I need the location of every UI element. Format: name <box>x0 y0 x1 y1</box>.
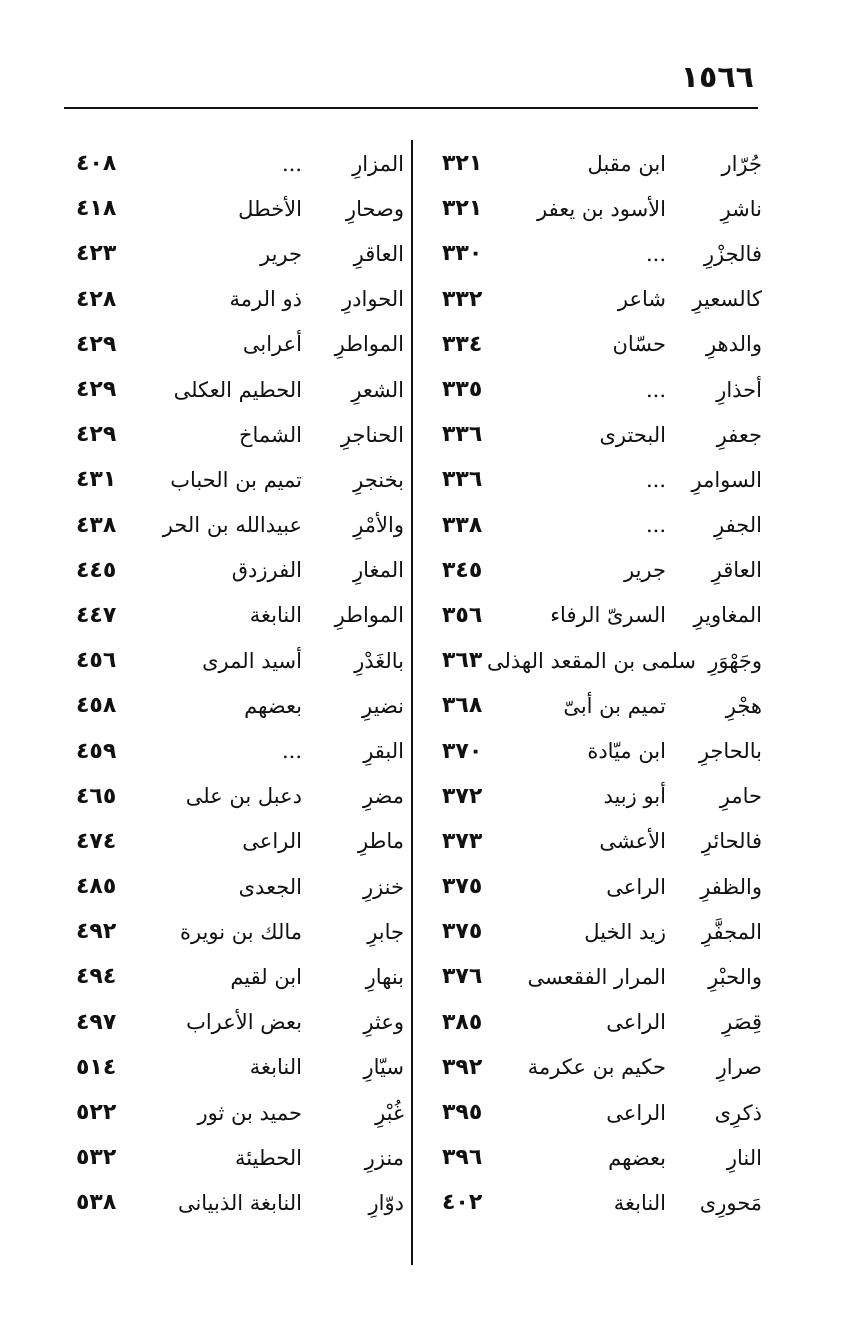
poet-name: البحترى <box>599 422 666 447</box>
rhyme-word: جُرّار <box>721 151 762 176</box>
index-row <box>420 457 762 502</box>
rhyme-word: كالسعيرِ <box>692 287 762 312</box>
index-row <box>64 819 404 864</box>
index-row <box>64 457 404 502</box>
index-row <box>420 1000 762 1045</box>
poet-name: ابن مقبل <box>587 151 666 176</box>
rhyme-word: غُبْرِ <box>375 1100 404 1125</box>
poet-name: ... <box>645 377 666 402</box>
index-row <box>420 548 762 593</box>
index-row <box>420 231 762 276</box>
index-row <box>64 1000 404 1045</box>
index-row <box>420 412 762 457</box>
page-ref: ٣٥٦ <box>442 602 483 628</box>
left-column <box>64 141 404 1271</box>
rhyme-word: المجفَّرِ <box>701 919 762 944</box>
poet-name: ابن ميّادة <box>587 739 666 764</box>
index-row <box>420 1045 762 1090</box>
poet-name: السرىّ الرفاء <box>550 603 666 628</box>
page-ref: ٥١٤ <box>76 1054 117 1080</box>
rhyme-word: المواطرِ <box>334 332 404 357</box>
poet-name: حميد بن ثور <box>197 1100 302 1125</box>
index-row <box>64 593 404 638</box>
rhyme-word: والأمْرِ <box>353 513 404 538</box>
page-ref: ٤٠٨ <box>76 151 117 177</box>
poet-name: النابغة الذبيانى <box>177 1190 302 1215</box>
rhyme-word: والحبْرِ <box>708 964 762 989</box>
rhyme-word: سيّارِ <box>363 1055 404 1080</box>
index-row <box>64 141 404 186</box>
index-row <box>64 638 404 683</box>
index-row <box>420 728 762 773</box>
page-ref: ٤٥٩ <box>76 738 117 764</box>
rhyme-word: حامرِ <box>719 784 762 809</box>
rhyme-word: ناشرِ <box>720 196 762 221</box>
page-ref: ٤١٨ <box>76 196 117 222</box>
poet-name: الراعى <box>242 829 302 854</box>
poet-name: شاعر <box>617 287 666 312</box>
index-row <box>64 503 404 548</box>
poet-name: ... <box>645 467 666 492</box>
index-row <box>420 683 762 728</box>
page-ref: ٥٣٢ <box>76 1145 117 1171</box>
index-row <box>64 954 404 999</box>
column-divider <box>411 140 413 1265</box>
page-ref: ٤٦٥ <box>76 783 117 809</box>
poet-name: بعضهم <box>244 693 302 718</box>
poet-name: حسّان <box>612 332 666 357</box>
poet-name: الراعى <box>606 874 666 899</box>
page-ref: ٣٧٣ <box>442 828 483 854</box>
page-ref: ٣٩٦ <box>442 1145 483 1171</box>
poet-name: ... <box>281 151 302 176</box>
rhyme-word: وصحارِ <box>345 196 404 221</box>
index-row <box>64 1090 404 1135</box>
page-ref: ٣٣٢ <box>442 286 483 312</box>
header-rule <box>64 107 758 109</box>
index-row <box>64 367 404 412</box>
page-ref: ٤٤٥ <box>76 557 117 583</box>
poet-name: أسيد المرى <box>202 648 302 673</box>
page-ref: ٣٣٦ <box>442 422 483 448</box>
poet-name: بعضهم <box>608 1145 666 1170</box>
page-ref: ٤٩٧ <box>76 1009 117 1035</box>
poet-name: ذو الرمة <box>229 287 302 312</box>
page-ref: ٣٣٠ <box>442 241 483 267</box>
index-row <box>64 864 404 909</box>
index-row <box>420 819 762 864</box>
page-ref: ٣٣٦ <box>442 467 483 493</box>
rhyme-word: بالغَدْرِ <box>354 648 404 673</box>
rhyme-word: والظفرِ <box>700 874 762 899</box>
poet-name: النابغة <box>249 1055 302 1080</box>
rhyme-word: النارِ <box>726 1145 762 1170</box>
poet-name: جرير <box>260 241 302 266</box>
poet-name: دعبل بن على <box>185 784 302 809</box>
index-row <box>420 141 762 186</box>
index-row <box>64 909 404 954</box>
rhyme-word: الشعرِ <box>351 377 404 402</box>
page-ref: ٣٣٥ <box>442 377 483 403</box>
rhyme-word: وعثرِ <box>363 1010 404 1035</box>
rhyme-word: ذكرِى <box>714 1100 762 1125</box>
rhyme-word: بخنجرِ <box>353 467 404 492</box>
page-ref: ٤٩٢ <box>76 919 117 945</box>
index-row <box>64 231 404 276</box>
page-ref: ٣٦٣ <box>442 648 483 674</box>
index-row <box>420 638 762 683</box>
page-ref: ٣٢١ <box>442 151 483 177</box>
page-ref: ٣٨٥ <box>442 1009 483 1035</box>
page-ref: ٤٢٨ <box>76 286 117 312</box>
rhyme-word: العاقرِ <box>711 558 762 583</box>
poet-name: النابغة <box>613 1190 666 1215</box>
index-row <box>420 1090 762 1135</box>
index-row <box>420 322 762 367</box>
poet-name: ... <box>645 513 666 538</box>
rhyme-word: السوامرِ <box>691 467 762 492</box>
page-ref: ٤٥٦ <box>76 648 117 674</box>
poet-name: الحطيئة <box>235 1145 302 1170</box>
poet-name: ... <box>281 739 302 764</box>
page-ref: ٤٢٩ <box>76 331 117 357</box>
poet-name: أعرابى <box>242 332 302 357</box>
page-ref: ٣٧٠ <box>442 738 483 764</box>
index-row <box>420 954 762 999</box>
poet-name: مالك بن نويرة <box>179 919 302 944</box>
poet-name: زيد الخيل <box>584 919 666 944</box>
page-ref: ٣٧٥ <box>442 919 483 945</box>
rhyme-word: صرارِ <box>716 1055 762 1080</box>
index-row <box>420 503 762 548</box>
page-ref: ٣٣٨ <box>442 512 483 538</box>
page-ref: ٣٧٦ <box>442 964 483 990</box>
page-ref: ٣٩٢ <box>442 1054 483 1080</box>
poet-name: الأسود بن يعفر <box>537 196 666 221</box>
right-column <box>420 141 762 1271</box>
rhyme-word: مضرِ <box>362 784 404 809</box>
rhyme-word: جعفرِ <box>716 422 762 447</box>
page-ref: ٤٥٨ <box>76 693 117 719</box>
index-row <box>420 367 762 412</box>
rhyme-word: الحوادرِ <box>342 287 404 312</box>
poet-name: ابن لقيم <box>230 964 302 989</box>
page-ref: ٣٦٨ <box>442 693 483 719</box>
rhyme-word: بالحاجرِ <box>698 739 762 764</box>
index-row <box>64 1045 404 1090</box>
index-row <box>64 322 404 367</box>
page-ref: ٣٧٢ <box>442 783 483 809</box>
page-ref: ٣٣٤ <box>442 331 483 357</box>
poet-name: حكيم بن عكرمة <box>527 1055 666 1080</box>
page-ref: ٤٢٣ <box>76 241 117 267</box>
page-ref: ٣٩٥ <box>442 1100 483 1126</box>
rhyme-word: هجْرِ <box>725 693 762 718</box>
poet-name: الحطيم العكلى <box>173 377 302 402</box>
poet-name: الشماخ <box>238 422 302 447</box>
index-row <box>420 277 762 322</box>
poet-name: تميم بن الحباب <box>170 467 302 492</box>
index-row <box>64 728 404 773</box>
page-ref: ٤٣١ <box>76 467 117 493</box>
index-row <box>420 774 762 819</box>
rhyme-word: وجَهْوَرِ <box>708 648 762 673</box>
rhyme-word: المزارِ <box>352 151 404 176</box>
index-row <box>64 1135 404 1180</box>
rhyme-word: خنزرِ <box>362 874 404 899</box>
rhyme-word: الجفرِ <box>714 513 762 538</box>
index-row <box>64 1180 404 1225</box>
poet-name: الجعدى <box>238 874 302 899</box>
index-row <box>420 1135 762 1180</box>
rhyme-word: المغاويرِ <box>693 603 762 628</box>
rhyme-word: والدهرِ <box>705 332 762 357</box>
rhyme-word: البقرِ <box>363 739 404 764</box>
page-ref: ٤٣٨ <box>76 512 117 538</box>
rhyme-word: جابرِ <box>367 919 404 944</box>
rhyme-word: ماطرِ <box>358 829 404 854</box>
index-row <box>420 1180 762 1225</box>
rhyme-word: قِصَرِ <box>722 1010 762 1035</box>
poet-name: تميم بن أبىّ <box>563 693 666 718</box>
index-row <box>64 277 404 322</box>
rhyme-word: المغارِ <box>352 558 404 583</box>
rhyme-word: دوّارِ <box>368 1190 404 1215</box>
poet-name: الأعشى <box>599 829 666 854</box>
page-ref: ٤٢٩ <box>76 377 117 403</box>
page-ref: ٤٩٤ <box>76 964 117 990</box>
poet-name: بعض الأعراب <box>186 1010 302 1035</box>
index-row <box>64 548 404 593</box>
rhyme-word: نضيرِ <box>362 693 404 718</box>
rhyme-word: فالحائرِ <box>701 829 762 854</box>
page-ref: ٤٧٤ <box>76 828 117 854</box>
poet-name: الفرزدق <box>231 558 302 583</box>
rhyme-word: فالجزْرِ <box>703 241 762 266</box>
page-number: ١٥٦٦ <box>680 60 754 95</box>
poet-name: الأخطل <box>238 196 302 221</box>
page-ref: ٤٠٢ <box>442 1190 483 1216</box>
rhyme-word: منزرِ <box>364 1145 404 1170</box>
rhyme-word: أحذارِ <box>716 377 762 402</box>
page-ref: ٤٤٧ <box>76 602 117 628</box>
rhyme-word: المواطرِ <box>334 603 404 628</box>
poet-name: جرير <box>624 558 666 583</box>
index-row <box>64 683 404 728</box>
rhyme-word: مَحورِى <box>699 1190 762 1215</box>
rhyme-word: الحناجرِ <box>340 422 404 447</box>
poet-name: الراعى <box>606 1010 666 1035</box>
poet-name: عبيدالله بن الحر <box>162 513 302 538</box>
index-row <box>64 774 404 819</box>
index-row <box>420 864 762 909</box>
index-row <box>420 909 762 954</box>
index-row <box>64 412 404 457</box>
page-ref: ٥٢٢ <box>76 1100 117 1126</box>
page-ref: ٣٤٥ <box>442 557 483 583</box>
index-row <box>420 593 762 638</box>
page-ref: ٣٢١ <box>442 196 483 222</box>
index-row <box>420 186 762 231</box>
poet-name: الراعى <box>606 1100 666 1125</box>
poet-name: أبو زبيد <box>603 784 666 809</box>
index-row <box>64 186 404 231</box>
poet-name: سلمى بن المقعد الهذلى <box>486 648 697 673</box>
page-ref: ٥٣٨ <box>76 1190 117 1216</box>
page-ref: ٤٢٩ <box>76 422 117 448</box>
page-ref: ٣٧٥ <box>442 874 483 900</box>
poet-name: ... <box>645 241 666 266</box>
rhyme-word: بنهارِ <box>365 964 404 989</box>
poet-name: النابغة <box>249 603 302 628</box>
rhyme-word: العاقرِ <box>353 241 404 266</box>
poet-name: المرار الفقعسى <box>527 964 666 989</box>
page-ref: ٤٨٥ <box>76 874 117 900</box>
